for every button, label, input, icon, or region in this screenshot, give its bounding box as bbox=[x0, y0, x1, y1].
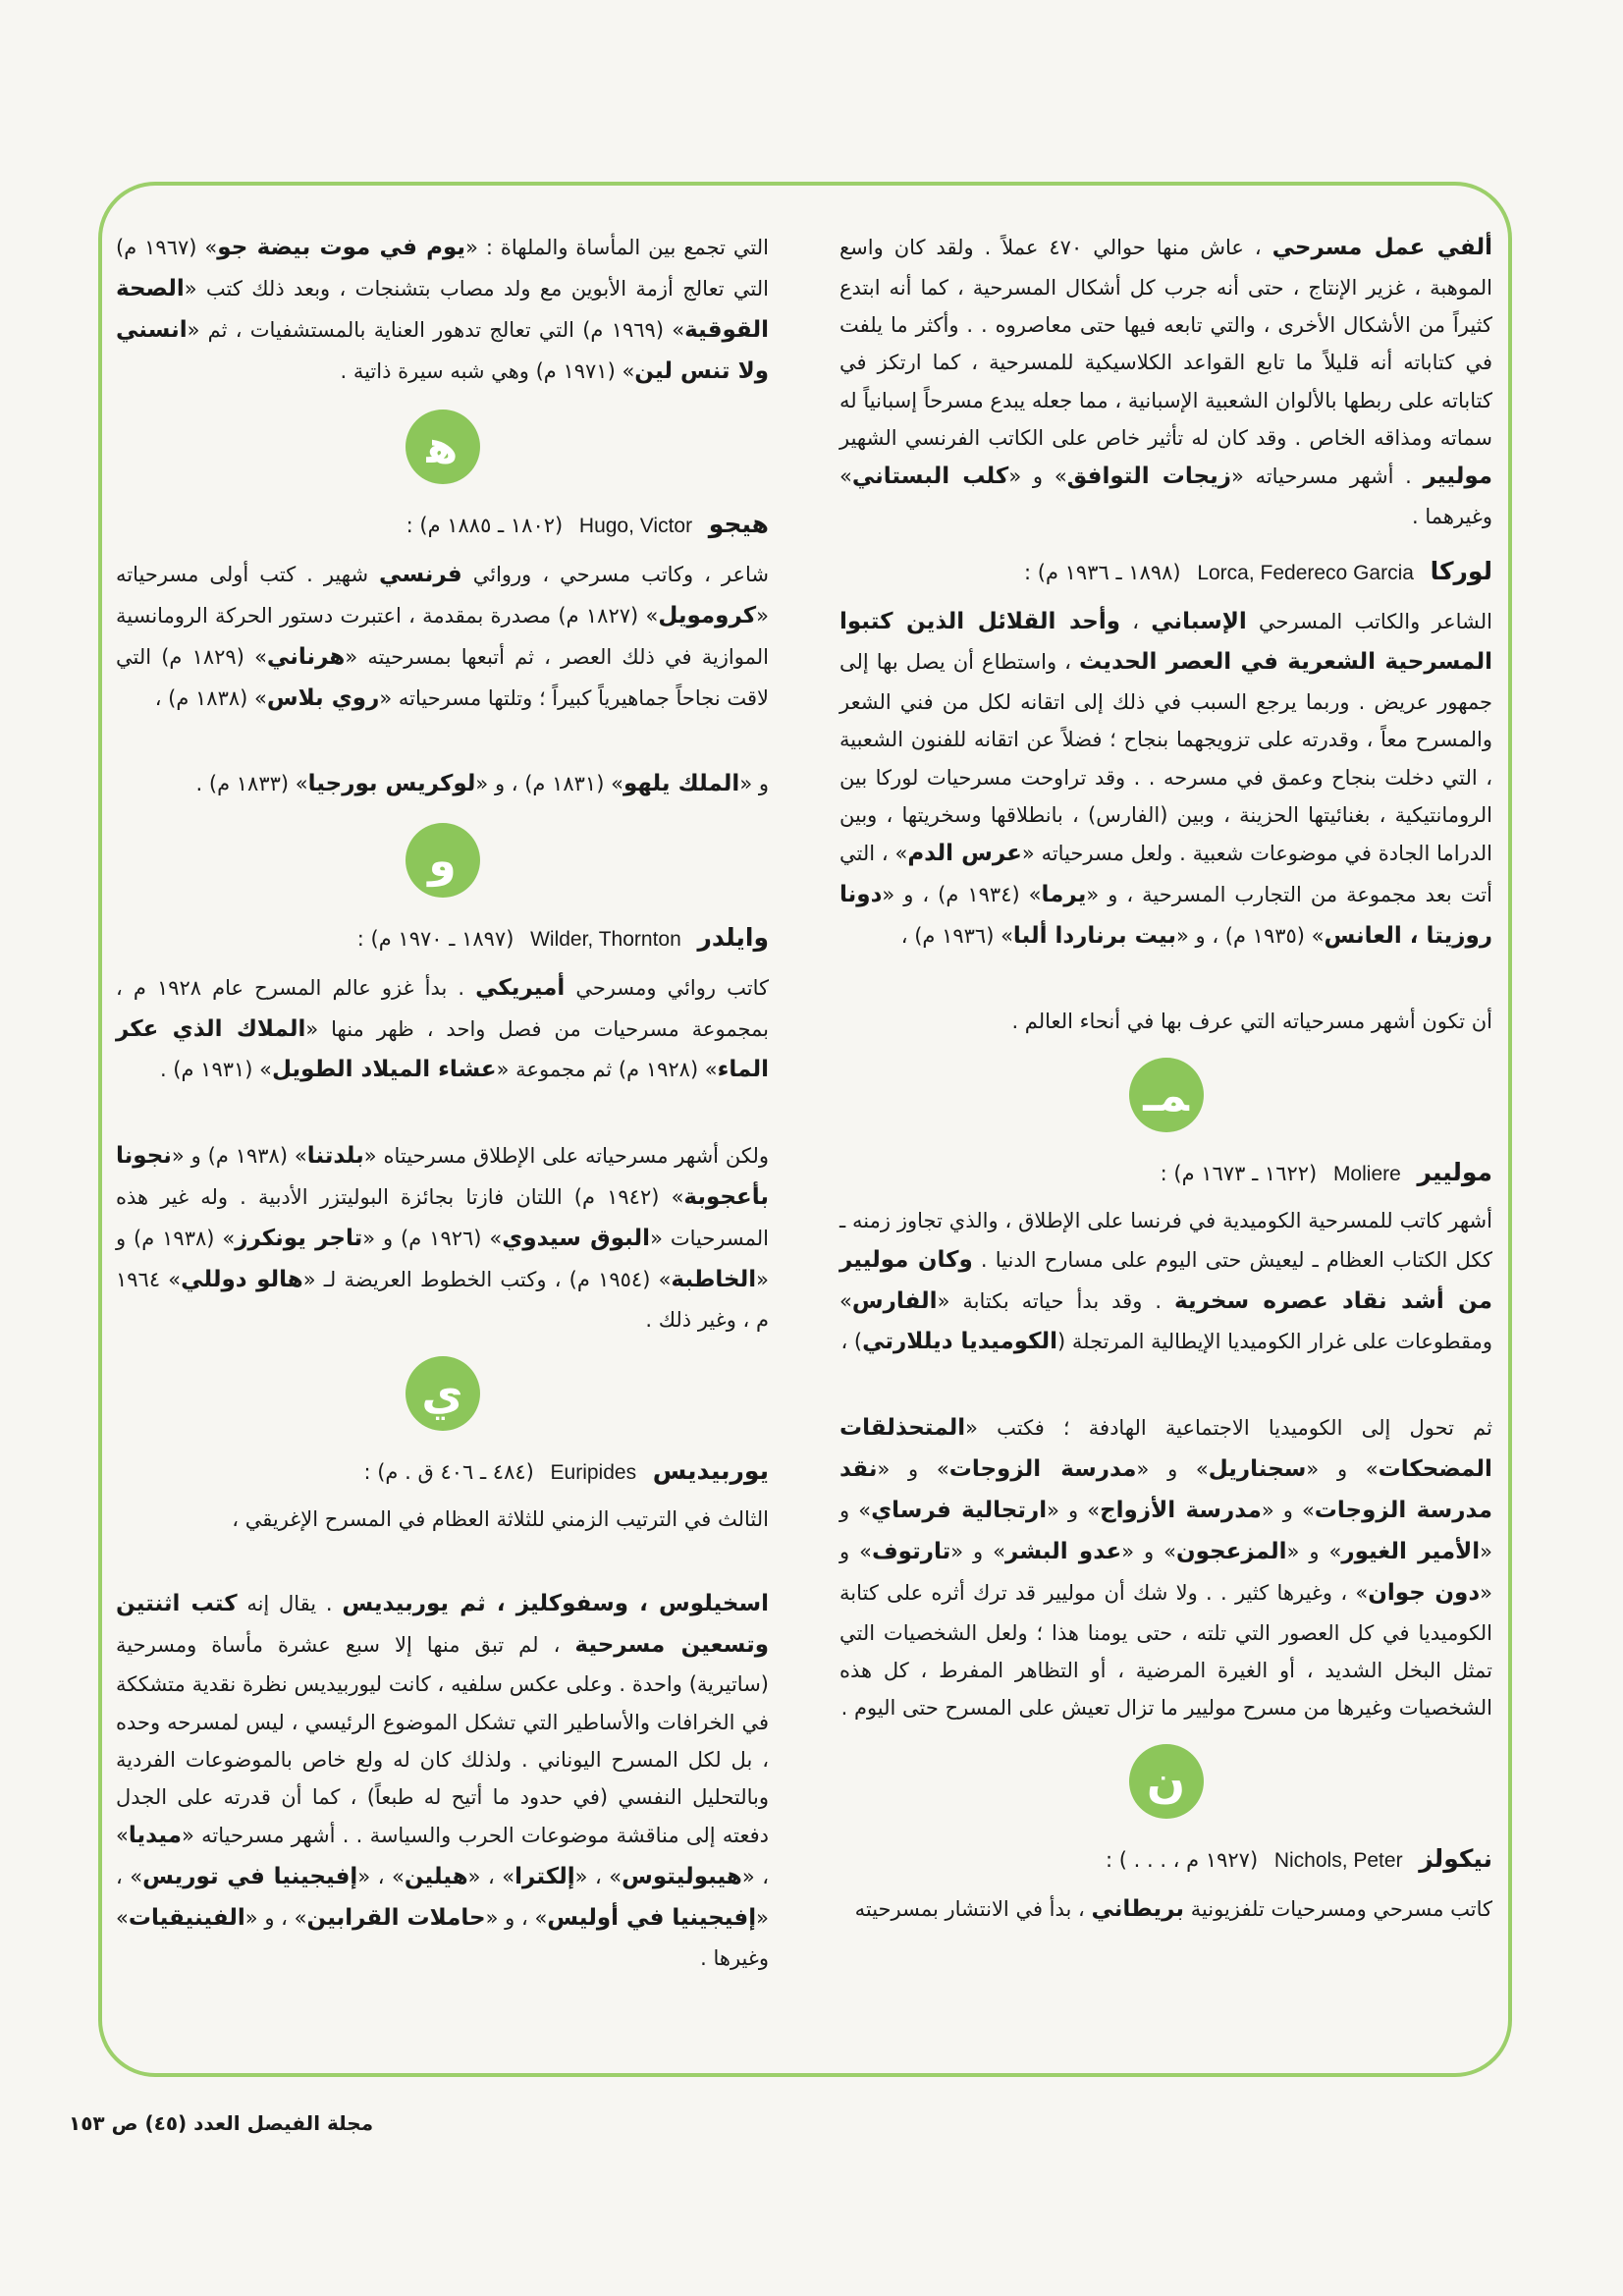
bold-term: دونا روزيتا ، العانس bbox=[839, 881, 1492, 949]
bold-term: إفيجينيا في توريس bbox=[142, 1864, 358, 1890]
bold-term: الأمير الغيور bbox=[1341, 1538, 1481, 1564]
entry-dates: (٤٨٤ ـ ٤٠٦ ق . م) : bbox=[363, 1459, 534, 1484]
paragraph bbox=[116, 968, 769, 1092]
bold-term: بريطاني bbox=[1091, 1895, 1185, 1922]
bold-term: موليير bbox=[1423, 463, 1492, 489]
text-run: التي تجمع بين المأساة والملهاة : « bbox=[465, 236, 769, 259]
text-run: . يقال إنه bbox=[237, 1591, 343, 1615]
entry-latin-name: Hugo, Victor bbox=[578, 515, 693, 538]
text-run: الشاعر والكاتب المسرحي bbox=[1246, 609, 1492, 633]
bold-term: وكان موليير من أشد نقاد عصره سخرية bbox=[839, 1246, 1492, 1314]
text-run: ) ، bbox=[840, 1330, 863, 1354]
letter-badge-icon: ن bbox=[1129, 1744, 1204, 1819]
bold-term: تارتوف bbox=[871, 1538, 951, 1564]
text-run: » و « bbox=[950, 1539, 1006, 1563]
entry-latin-name: Wilder, Thornton bbox=[530, 928, 681, 952]
text-run: » ، « bbox=[574, 1865, 622, 1889]
letter-badge-icon: و bbox=[406, 823, 480, 898]
entry-heading-wilder bbox=[116, 915, 769, 960]
text-run: » و « bbox=[1121, 1539, 1176, 1563]
bold-term: حاملات القرابين bbox=[306, 1905, 486, 1931]
text-run: و « bbox=[739, 772, 769, 796]
text-run: » ، « bbox=[116, 1824, 769, 1889]
entry-latin-name: Nichols, Peter bbox=[1273, 1849, 1403, 1873]
bold-term: يرما bbox=[1041, 881, 1087, 907]
bold-term: لوكريس بورجيا bbox=[307, 771, 476, 797]
entry-heading-lorca bbox=[839, 549, 1492, 594]
text-run: » وغيرهما . bbox=[839, 464, 1492, 528]
text-run: » (١٩٦٩ م) التي تعالج تدهور العناية بالمستشفيات ، ثم « bbox=[187, 317, 685, 342]
text-run: » و « bbox=[1306, 1457, 1379, 1482]
bold-term: هالو دوللي bbox=[181, 1266, 303, 1292]
entry-heading-nichols bbox=[839, 1836, 1492, 1882]
bold-term: كلب البستاني bbox=[851, 463, 1009, 489]
bold-term: مدرسة الأزواج bbox=[1100, 1497, 1262, 1523]
entry-heading-euripides bbox=[116, 1449, 769, 1494]
text-run: » ومقطوعات على غرار الكوميديا الإيطالية المرتجلة ( bbox=[839, 1288, 1492, 1354]
entry-heading-hugo bbox=[116, 502, 769, 547]
entry-name: هيجو bbox=[708, 510, 769, 539]
bold-term: الفينيقيات bbox=[128, 1905, 245, 1931]
text-run: » و « bbox=[1136, 1457, 1209, 1482]
text-run: كاتب مسرحي ومسرحيات تلفزيونية bbox=[1184, 1896, 1492, 1921]
bold-term: ميديا bbox=[128, 1823, 183, 1849]
bold-term: كرومويل bbox=[658, 602, 757, 629]
text-run: ، لم تبق منها إلا سبع عشرة مأساة ومسرحية (ساتيرية) واحدة . وعلى عكس سلفيه ، كانت ليوربيديس نظرة نقدية متشككة في الخرافات والأساطير التي تشكل الموضوع الرئيسي ، ليس لمسرحه وحده ، بل لكل المسرح اليوناني . ولذلك كان له ولع خاص بالموضوعات الفردية وبالتحليل النفسي (في حدود ما أتيح له طبعاً) ، كما أن قدرته على الجدل دفعته إلى مناقشة موضوعات الحرب والسياسة . . أشهر مسرحياته « bbox=[116, 1632, 769, 1848]
bold-term: سجناريل bbox=[1208, 1456, 1307, 1483]
text-run: » (١٩٣٨ م) و « bbox=[171, 1144, 307, 1169]
paragraph bbox=[839, 602, 1492, 957]
entry-latin-name: Lorca, Federeco Garcia bbox=[1197, 562, 1414, 585]
text-run: » ١٩٦٤ م ، وغير ذلك . bbox=[116, 1267, 769, 1332]
text-run: » (١٩٥٤ م) ، وكتب الخطوط العريضة لـ « bbox=[302, 1267, 672, 1291]
text-run: » (١٩٣٥ م) ، و « bbox=[1176, 923, 1325, 948]
bold-term: عشاء الميلاد الطويل bbox=[272, 1057, 497, 1083]
text-run: شاعر ، وكاتب مسرحي ، وروائي bbox=[461, 562, 769, 586]
paragraph bbox=[116, 228, 769, 392]
paragraph bbox=[839, 228, 1492, 535]
bold-term: بلدتنا bbox=[306, 1143, 364, 1170]
text-run: . وقد بدأ حياته بكتابة « bbox=[937, 1288, 1175, 1313]
text-run: شهير . كتب أولى مسرحياته « bbox=[116, 562, 769, 628]
bold-term: المتحذلقات المضحكات bbox=[839, 1415, 1492, 1483]
bold-term: عرس الدم bbox=[907, 841, 1022, 867]
letter-badge-icon: ي bbox=[406, 1356, 480, 1431]
text-run: » (١٨٢٧ م) مصدرة بمقدمة ، اعتبرت دستور الحركة الرومانسية الموازية في ذلك العصر ، ثم أتبعها بمسرحيته « bbox=[116, 603, 769, 669]
bold-term: اسخيلوس ، وسفوكليز ، ثم يوربيديس bbox=[342, 1590, 769, 1616]
entry-name: وايلدر bbox=[697, 923, 769, 953]
text-run: » (١٨٣٣ م) . bbox=[195, 772, 308, 796]
text-run: » و « bbox=[1008, 464, 1067, 488]
entry-name: يوربيديس bbox=[652, 1455, 769, 1485]
bold-term: كتب اثنتين وتسعين مسرحية bbox=[116, 1590, 769, 1658]
entry-dates: (١٨٩٨ ـ ١٩٣٦ م) : bbox=[1024, 561, 1181, 585]
text-run: » و « bbox=[839, 1498, 1492, 1563]
paragraph: أن تكون أشهر مسرحياته التي عرف بها في أنحاء العالم . bbox=[1011, 1009, 1492, 1033]
bold-term: إفيجينيا في أوليس bbox=[547, 1905, 757, 1931]
entry-dates: (١٩٢٧ م ، . . . ) : bbox=[1106, 1848, 1259, 1873]
bold-term: بيت برناردا ألبا bbox=[1012, 922, 1176, 949]
right-column bbox=[839, 228, 1492, 1942]
text-run: » ، وغيرها كثير . . ولا شك أن موليير قد ترك أثره على كتابة الكوميديا في كل العصور التي تلته ، حتى يومنا هذا ؛ ولعل الشخصيات التي تمثل البخل الشديد ، أو الغيرة المرضية ، أو التظاهر المفرط ، كل هذه الشخصيات وغيرها من مسرح موليير ما تزال تعيش على المسرح حتى اليوم . bbox=[839, 1580, 1492, 1720]
text-run: ثم تحول إلى الكوميديا الاجتماعية الهادفة ؛ فكتب « bbox=[965, 1416, 1492, 1441]
bold-term: دون جوان bbox=[1368, 1579, 1481, 1606]
bold-term: مدرسة الزوجات bbox=[948, 1456, 1137, 1483]
bold-term: الخاطبة bbox=[671, 1266, 757, 1292]
text-run: » و « bbox=[877, 1457, 949, 1482]
bold-term: الملك يلهو bbox=[622, 771, 740, 797]
text-run: » و « bbox=[1286, 1539, 1342, 1563]
paragraph bbox=[116, 1136, 769, 1339]
text-run: » ، و « bbox=[485, 1906, 548, 1930]
text-run: ، عاش منها حوالي ٤٧٠ عملاً . ولقد كان واسع الموهبة ، غزير الإنتاج ، حتى أنه جرب كل أشكال المسرحية ، كما أنه ابتدع كثيراً من الأشكال الأخرى ، والتي تابعه فيها حتى معاصروه . . وأكثر ما يلفت في كتاباته أنه قليلاً ما تابع القواعد الكلاسيكية للمسرحية ، كما ارتكز في كتاباته على ربطها بالألوان الشعبية الإسبانية ، مما جعله يبدع مسرحاً إسبانياً له سماته ومذاقه الخاص . وقد كان له تأثير خاص على الكاتب الفرنسي الشهير bbox=[839, 236, 1492, 450]
paragraph bbox=[839, 1202, 1492, 1363]
text-run: » (١٨٣١ م) ، و « bbox=[475, 772, 623, 796]
bold-term: تاجر يونكرز bbox=[235, 1226, 363, 1252]
entry-dates: (١٦٢٢ ـ ١٦٧٣ م) : bbox=[1160, 1161, 1318, 1185]
text-run: » (١٩٧١ م) وهي شبه سيرة ذاتية . bbox=[340, 358, 635, 383]
bold-term: يوم في موت بيضة جو bbox=[217, 235, 466, 260]
paragraph: الثالث في الترتيب الزمني للثلاثة العظام في المسرح الإغريقي ، bbox=[232, 1507, 769, 1532]
bold-term: أميريكي bbox=[475, 974, 566, 1001]
entry-latin-name: Euripides bbox=[550, 1460, 637, 1484]
bold-term: هرناني bbox=[266, 643, 346, 670]
bold-term: البوق سيدوي bbox=[502, 1226, 651, 1252]
entry-name: نيكولز bbox=[1419, 1844, 1492, 1874]
entry-heading-moliere bbox=[839, 1150, 1492, 1195]
text-run: » (١٩٤٢ م) اللتان فازتا بجائزة البوليتزر الأدبية . وله غير هذه المسرحيات « bbox=[116, 1185, 769, 1251]
text-run: » ، « bbox=[116, 1865, 769, 1930]
entry-latin-name: Moliere bbox=[1332, 1162, 1401, 1185]
letter-badge-icon: ﻤـ bbox=[1129, 1058, 1204, 1132]
bold-term: روي بلاس bbox=[266, 684, 380, 711]
entry-dates: (١٨٩٧ ـ ١٩٧٠ م) : bbox=[356, 927, 514, 952]
text-run: ، bbox=[1120, 609, 1152, 633]
paragraph bbox=[116, 1584, 769, 1977]
bold-term: المزعجون bbox=[1175, 1538, 1287, 1564]
text-run: » (١٩٣١ م) . bbox=[159, 1058, 273, 1082]
text-run: » و « bbox=[1261, 1498, 1315, 1522]
entry-name: موليير bbox=[1417, 1157, 1492, 1186]
text-run: » (١٩٢٦ م) و « bbox=[362, 1227, 503, 1251]
text-run: » ، « bbox=[467, 1865, 515, 1889]
bold-term: نجونا بأعجوبة bbox=[116, 1143, 769, 1211]
text-run: » (١٩٦٧ م) التي تعالج أزمة الأبوين مع ولد مصاب بتشنجات ، وبعد ذلك كتب « bbox=[116, 236, 769, 301]
text-run: أشهر كاتب للمسرحية الكوميدية في فرنسا على الإطلاق ، والذي تجاوز زمنه ـ ككل الكتاب العظام ـ ليعيش حتى اليوم على مسارح الدنيا . bbox=[839, 1209, 1493, 1272]
entry-dates: (١٨٠٢ ـ ١٨٨٥ م) : bbox=[406, 514, 564, 538]
bold-term: ارتجالية فرساي bbox=[871, 1497, 1048, 1523]
text-run: ولكن أشهر مسرحياته على الإطلاق مسرحيتاه « bbox=[363, 1144, 770, 1169]
bold-term: هيلين bbox=[404, 1864, 468, 1890]
text-run: » و « bbox=[839, 1539, 1492, 1605]
paragraph bbox=[116, 555, 769, 719]
text-run: . أشهر مسرحياته « bbox=[1230, 464, 1424, 488]
bold-term: عدو البشر bbox=[1005, 1538, 1122, 1564]
bold-term: هيبوليتوس bbox=[622, 1864, 742, 1890]
text-run: » (١٩٣٦ م) ، bbox=[900, 923, 1013, 948]
text-run: » (١٩٢٨ م) ثم مجموعة « bbox=[496, 1058, 718, 1082]
paragraph bbox=[839, 1889, 1492, 1931]
text-run: » ، التي أتت بعد مجموعة من التجارب المسرحية ، و « bbox=[839, 842, 1492, 906]
text-run: » (١٩٣٤ م) ، و « bbox=[882, 882, 1042, 906]
bold-term: الصحة القوقية bbox=[116, 275, 769, 343]
bold-term: الملاك الذي عكر الماء bbox=[116, 1015, 769, 1083]
text-run: ، واستطاع أن يصل بها إلى جمهور عريض . وربما يرجع السبب في ذلك إلى اتقانه لكل من فني الشعر والمسرح معاً ، وقدرته على تزويجهما بنجاح ؛ فضلاً عن اتقانه للفنون الشعبية ، التي دخلت بنجاح وعمق في مسرحه . . وقد تراوحت مسرحيات لوركا بين الرومانتيكية ، بغنائيتها الحزينة ، وبين (الفارس) ، بانطلاقها وسخريتها ، وبين الدراما الجادة في موضوعات شعبية . ولعل مسرحياته « bbox=[839, 650, 1492, 866]
text-run: » وغيرها . bbox=[116, 1906, 769, 1970]
bold-term: إلكترا bbox=[514, 1864, 575, 1890]
bold-term: نقد مدرسة الزوجات bbox=[839, 1456, 1492, 1523]
bold-term: الفارس bbox=[851, 1287, 938, 1314]
page-footer: مجلة الفيصل العدد (٤٥) ص ١٥٣ bbox=[69, 2111, 374, 2135]
text-run: كاتب روائي ومسرحي bbox=[565, 975, 769, 1000]
text-run: » ، « bbox=[357, 1865, 405, 1889]
left-column bbox=[116, 228, 769, 1989]
bold-term: وأحد القلائل الذين كتبوا المسرحية الشعرية في العصر الحديث bbox=[839, 608, 1492, 676]
text-run: ، بدأ في الانتشار بمسرحيته bbox=[854, 1896, 1092, 1921]
text-run: » و « bbox=[1047, 1498, 1101, 1522]
paragraph bbox=[116, 764, 769, 805]
text-run: » (١٩٣٨ م) و « bbox=[116, 1227, 770, 1291]
bold-term: زيجات التوافق bbox=[1066, 463, 1231, 489]
bold-term: فرنسي bbox=[379, 561, 462, 587]
paragraph bbox=[839, 1408, 1492, 1726]
text-run: » ، و « bbox=[244, 1906, 307, 1930]
letter-badge-icon: ﻫ bbox=[406, 410, 480, 484]
text-run: . بدأ غزو عالم المسرح عام ١٩٢٨ م ، بمجموعة مسرحيات من فصل واحد ، ظهر منها « bbox=[116, 975, 769, 1041]
bold-term: الإسباني bbox=[1151, 608, 1247, 634]
text-run: » (١٨٣٨ م) ، bbox=[154, 685, 267, 710]
bold-term: انسني ولا تنس لين bbox=[116, 316, 769, 384]
entry-name: لوركا bbox=[1430, 557, 1492, 586]
bold-term: ألفي عمل مسرحي bbox=[1271, 235, 1492, 260]
bold-term: الكوميديا ديللارتي bbox=[862, 1329, 1058, 1355]
text-run: » (١٨٢٩ م) التي لاقت نجاحاً جماهيرياً كبيراً ؛ وتلتها مسرحياته « bbox=[116, 644, 769, 710]
